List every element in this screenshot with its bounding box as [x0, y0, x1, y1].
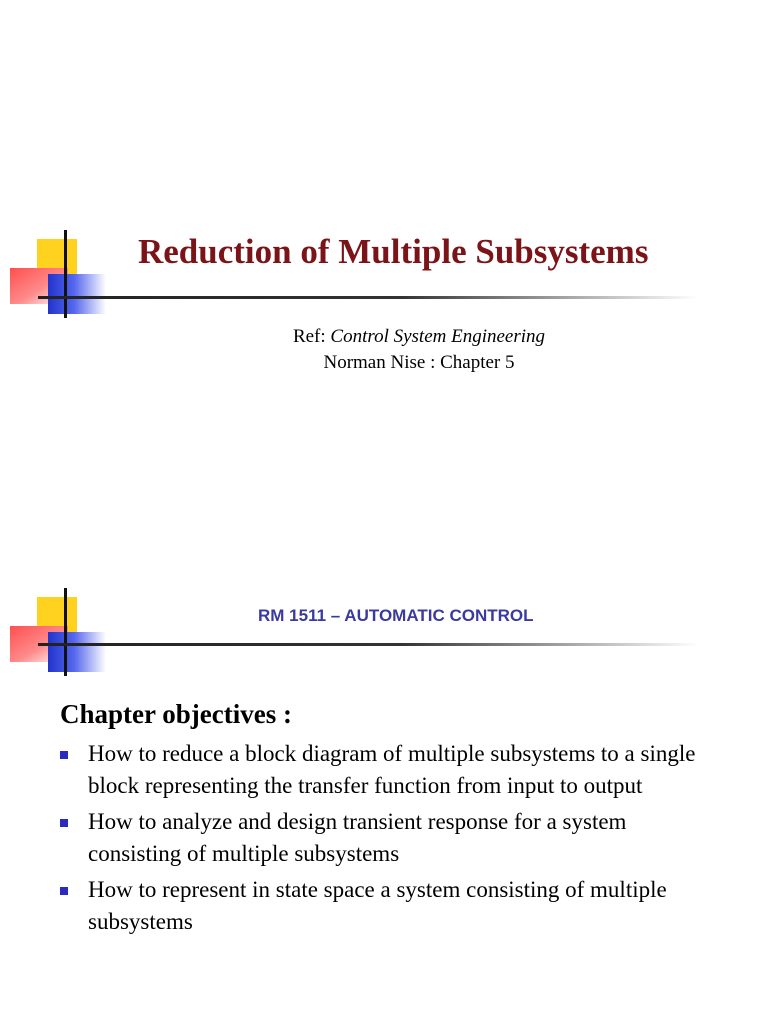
reference-author-line: Norman Nise : Chapter 5 [323, 352, 515, 373]
course-title: RM 1511 – AUTOMATIC CONTROL [258, 606, 534, 625]
reference-block [0, 324, 768, 376]
list-item [60, 874, 710, 938]
list-item [60, 806, 710, 870]
objective-text: How to reduce a block diagram of multiple subsystems to a single block representing the transfer function from input to output [88, 741, 696, 798]
square-bullet-icon [60, 887, 68, 895]
title-divider [38, 296, 698, 299]
section-heading: Chapter objectives : [60, 699, 292, 729]
ornament-blue-block [48, 274, 106, 314]
reference-prefix: Ref: [292, 326, 331, 347]
corner-ornament [10, 230, 120, 330]
objective-text: How to analyze and design transient response for a system consisting of multiple subsystems [88, 809, 627, 866]
ornament-vertical-line [64, 588, 67, 676]
objective-text: How to represent in state space a system consisting of multiple subsystems [88, 877, 667, 934]
reference-book-title: Control System Engineering [330, 326, 546, 347]
square-bullet-icon [60, 751, 68, 759]
objectives-slide [0, 512, 768, 1024]
ornament-vertical-line [64, 230, 67, 318]
slide-title: Reduction of Multiple Subsystems [138, 232, 649, 271]
title-divider [38, 643, 698, 646]
list-item [60, 738, 710, 802]
reference-line [0, 324, 768, 350]
ornament-blue-block [48, 632, 106, 672]
square-bullet-icon [60, 819, 68, 827]
objectives-list [60, 738, 710, 942]
corner-ornament [10, 588, 120, 688]
